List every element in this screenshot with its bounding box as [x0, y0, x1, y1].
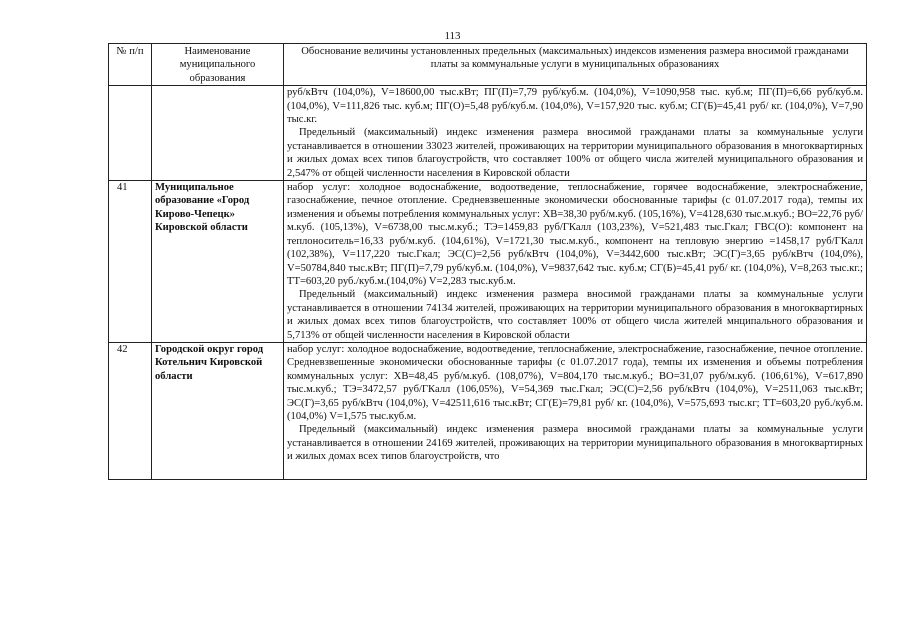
- table-header-row: [109, 44, 867, 86]
- table-row: [109, 342, 867, 479]
- header-name: Наименование муниципального образования: [152, 44, 284, 86]
- table-row: [109, 181, 867, 343]
- row-paragraph: набор услуг: холодное водоснабжение, водоотведение, теплоснабжение, электроснабжение, газоснабжение, печное отопление. Средневзвешенные экономически обоснованные тарифы (с 01.07.2017 года), темпы их изменения и объемы потребления коммунальных услуг: ХВ=48,45 руб/м.куб. (108,07%), V=804,170 тыс.м.куб.; ВО=31,07 руб/м.куб. (106,61%), V=617,890 тыс.м.куб.; ТЭ=3472,57 руб/ГКалл (106,05%), V=54,369 тыс.Гкал; ЭС(С)=2,56 руб/кВтч (104,0%), V=2511,063 тыс.кВт; ЭС(Г)=3,65 руб/кВтч (104,0%), V=42511,616 тыс.кВт; СГ(Е)=79,81 руб/ кг. (104,0%), V=575,693 тыс.кг; ТТ=603,20 руб./куб.м.(104,0%) V=1,575 тыс.куб.м.: [287, 343, 863, 422]
- row-name: Городской округ город Котельнич Кировской области: [152, 342, 284, 479]
- row-basis: [284, 342, 867, 479]
- row-paragraph: набор услуг: холодное водоснабжение, водоотведение, теплоснабжение, горячее водоснабжение, электроснабжение, газоснабжение, печное отопление. Средневзвешенные экономически обоснованные тарифы (с 01.07.2017 года), темпы их изменения и объемы потребления коммунальных услуг: ХВ=38,30 руб/м.куб. (105,16%), V=4128,630 тыс.м.куб.; ВО=22,76 руб/м.куб. (105,13%), V=6738,00 тыс.м.куб.; ТЭ=1459,83 руб/ГКалл (103,23%), V=521,483 тыс.Гкал; ГВС(О): компонент на теплоноситель=16,33 руб/м.куб. (104,61%), V=1721,30 тыс.м.куб., компонент на тепловую энергию =1458,17 руб/ГКалл (102,38%), V=117,220 тыс.Гкал; ЭС(С)=2,56 руб/кВтч (104,0%), V=3442,600 тыс.кВт; ЭС(Г)=3,65 руб/кВтч (104,0%), V=50784,840 тыс.кВт; ПГ(П)=7,79 руб/куб.м. (104,0%), V=9837,642 тыс. куб.м; СГ(Б)=45,41 руб/ кг. (104,0%), V=8,263 тыс.кг.; ТТ=603,20 руб./куб.м.(104,0%) V=2,283 тыс.куб.м.: [287, 182, 863, 287]
- row-name: [152, 86, 284, 181]
- row-paragraph: Предельный (максимальный) индекс изменения размера вносимой гражданами платы за коммунальные услуги устанавливается в отношении 24169 жителей, проживающих на территории муниципального образования в многоквартирных и жилых домах всех типов благоустройств, что: [287, 424, 863, 463]
- row-basis: [284, 86, 867, 181]
- table-row: [109, 86, 867, 181]
- row-name: Муниципальное образование «Город Кирово-Чепецк» Кировской области: [152, 181, 284, 343]
- row-num: 42: [109, 342, 152, 479]
- row-paragraph: Предельный (максимальный) индекс изменения размера вносимой гражданами платы за коммунальные услуги устанавливается в отношении 33023 жителей, проживающих на территории муниципального образования в многоквартирных и жилых домах всех типов благоустройств, что составляет 100% от общего числа жителей муниципального образования и 2,547% от общей численности населения в Кировской области: [287, 127, 863, 179]
- header-basis: Обоснование величины установленных предельных (максимальных) индексов изменения размера вносимой гражданами платы за коммунальные услуги в муниципальных образованиях: [284, 44, 867, 86]
- tariff-table: [108, 43, 867, 480]
- row-num: 41: [109, 181, 152, 343]
- row-num: [109, 86, 152, 181]
- row-basis: [284, 181, 867, 343]
- page-number: 113: [444, 30, 461, 42]
- row-paragraph: Предельный (максимальный) индекс изменения размера вносимой гражданами платы за коммунальные услуги устанавливается в отношении 74134 жителей, проживающих на территории муниципального образования в многоквартирных и жилых домах всех типов благоустройств, что составляет 100% от общего числа жителей мнципального образования и 5,713% от общей численности населения в Кировской области: [287, 289, 863, 341]
- header-num: № п/п: [109, 44, 152, 86]
- row-paragraph: руб/кВтч (104,0%), V=18600,00 тыс.кВт; ПГ(П)=7,79 руб/куб.м. (104,0%), V=1090,958 тыс. куб.м; ПГ(П)=6,66 руб/куб.м. (104,0%), V=111,826 тыс. куб.м; ПГ(О)=5,48 руб/куб.м. (104,0%), V=157,920 тыс. куб.м; СГ(Б)=45,41 руб/ кг. (104,0%), V=7,90 тыс.кг.: [287, 87, 863, 126]
